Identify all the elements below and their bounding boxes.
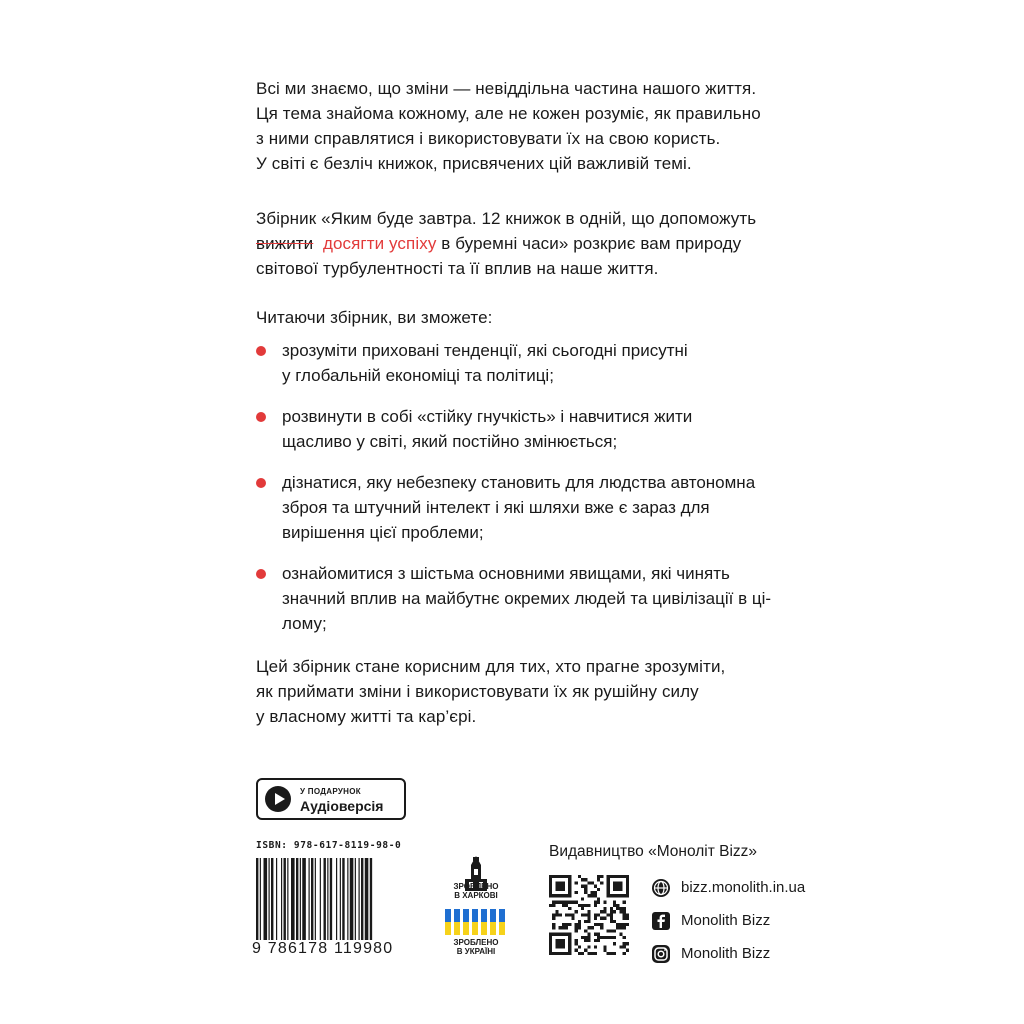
contact-text: Monolith Bizz <box>681 945 771 962</box>
text-line: зброя та штучний інтелект і які шляхи вже є зараз для <box>282 498 710 517</box>
globe-icon <box>651 878 671 898</box>
contacts-list <box>651 871 805 970</box>
text-line: Всі ми знаємо, що зміни — невіддільна частина нашого життя. <box>256 79 757 98</box>
text-line: Збірник «Яким буде завтра. 12 книжок в одній, що допоможуть <box>256 209 757 228</box>
badge-title: Аудіоверсія <box>300 798 384 814</box>
contact-website[interactable] <box>651 871 805 904</box>
text-line: у власному житті та кар’єрі. <box>256 707 477 726</box>
contact-facebook[interactable] <box>651 904 805 937</box>
paragraph-intro <box>256 76 796 176</box>
bullet-dot-icon <box>256 346 266 356</box>
list-item <box>256 404 796 454</box>
facebook-icon <box>651 911 671 931</box>
bullet-dot-icon <box>256 412 266 422</box>
text-line <box>256 231 796 256</box>
benefits-list <box>256 338 796 652</box>
label-line: ЗРОБЛЕНО <box>453 938 499 947</box>
bullet-dot-icon <box>256 478 266 488</box>
list-item <box>256 470 796 545</box>
text-line: лому; <box>282 614 327 633</box>
text-line: значний вплив на майбутнє окремих людей та цивілізації в ці- <box>282 589 772 608</box>
barcode-number: 9 786178 119980 <box>252 940 394 957</box>
bullet-dot-icon <box>256 569 266 579</box>
text-line: у глобальній економіці та політиці; <box>282 366 554 385</box>
barcode <box>256 858 406 940</box>
label-line: В УКРАЇНІ <box>456 947 496 956</box>
text-line: ознайомитися з шістьма основними явищами, які чинять <box>282 564 730 583</box>
text-line: Ця тема знайома кожному, але не кожен розуміє, як правильно <box>256 104 761 123</box>
highlighted-phrase: досягти успіху <box>322 234 437 253</box>
list-intro <box>256 305 796 330</box>
text-line: щасливо у світі, який постійно змінюється; <box>282 432 618 451</box>
instagram-icon <box>651 944 671 964</box>
made-in-ukraine-label <box>443 938 509 956</box>
text-line: Цей збірник стане корисним для тих, хто прагне зрозуміти, <box>256 657 726 676</box>
contact-instagram[interactable] <box>651 937 805 970</box>
label-line: ЗРОБЛЕНО <box>453 882 499 891</box>
qr-code[interactable] <box>549 875 629 955</box>
paragraph-book-title <box>256 206 796 281</box>
isbn-label: ISBN: 978-617-8119-98-0 <box>256 840 402 851</box>
struck-word: вижити <box>256 234 314 253</box>
made-in-kharkiv-label <box>443 882 509 900</box>
text-line: розвинути в собі «стійку гнучкість» і навчитися жити <box>282 407 693 426</box>
ukraine-flag-stripes-icon <box>443 907 509 937</box>
list-item <box>256 338 796 388</box>
text-line: зрозуміти приховані тенденції, які сьогодні присутні <box>282 341 688 360</box>
paragraph-closing <box>256 654 796 729</box>
publisher-name: Видавництво «Моноліт Bizz» <box>549 843 758 860</box>
audiobook-gift-badge[interactable] <box>256 778 406 820</box>
text-fragment: в буремні часи» розкриє вам природу <box>436 234 742 253</box>
list-item <box>256 561 796 636</box>
text-line: дізнатися, яку небезпеку становить для людства автономна <box>282 473 756 492</box>
badge-caption: У ПОДАРУНОК <box>300 787 361 796</box>
text-line: вирішення цієї проблеми; <box>282 523 484 542</box>
text-line: Читаючи збірник, ви зможете: <box>256 308 493 327</box>
contact-text: bizz.monolith.in.ua <box>681 879 806 896</box>
text-line: світової турбулентності та її вплив на наше життя. <box>256 259 659 278</box>
play-icon <box>264 785 292 813</box>
text-line: з ними справлятися і використовувати їх на свою користь. <box>256 129 721 148</box>
text-line: як приймати зміни і використовувати їх як рушійну силу <box>256 682 699 701</box>
text-line: У світі є безліч книжок, присвячених цій важливій темі. <box>256 154 692 173</box>
contact-text: Monolith Bizz <box>681 912 771 929</box>
label-line: В ХАРКОВІ <box>454 891 498 900</box>
